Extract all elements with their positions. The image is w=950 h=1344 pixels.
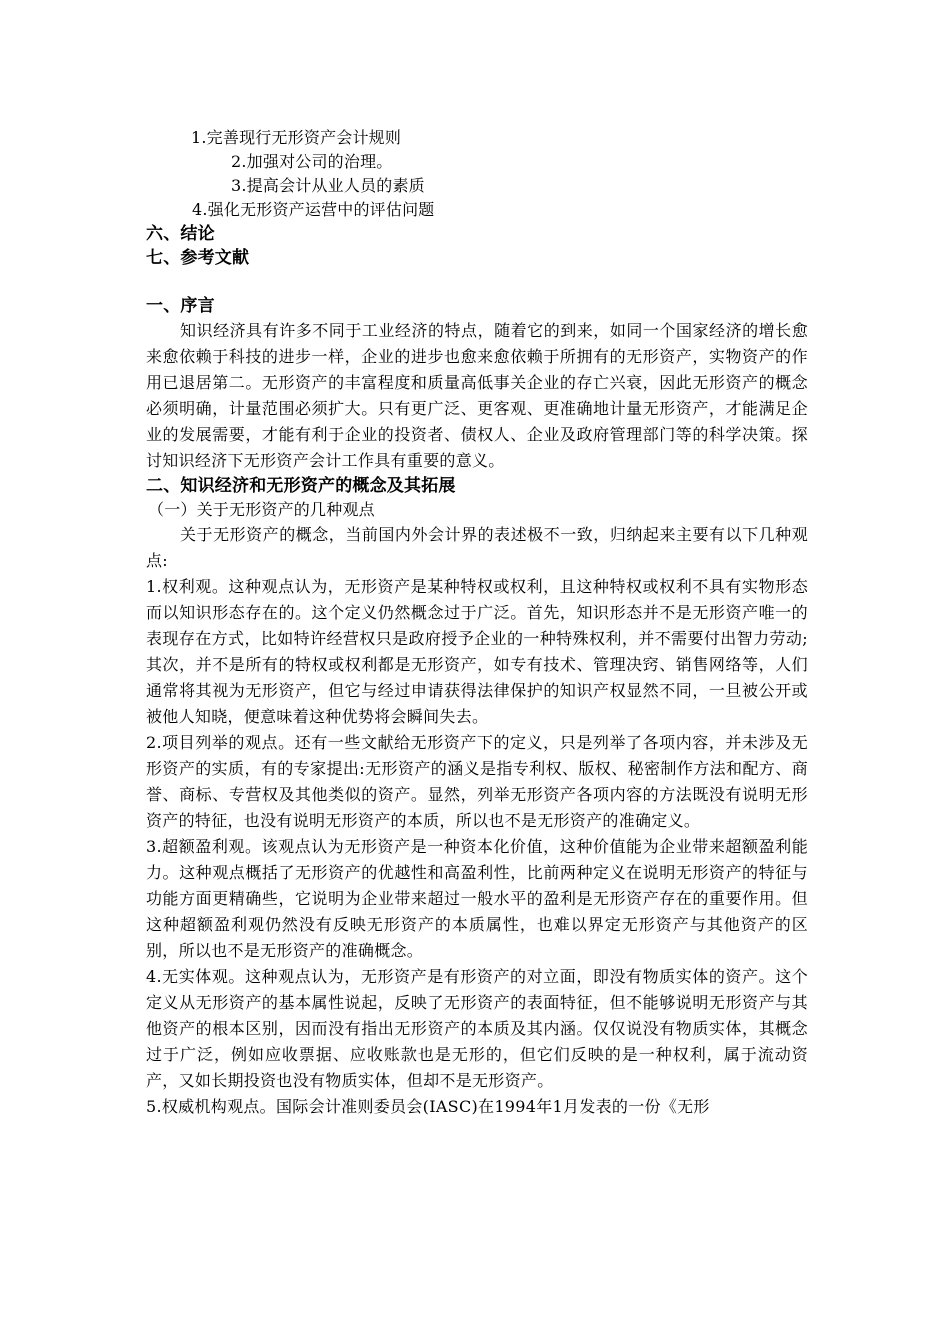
toc-item-2: 2.加强对公司的治理。	[231, 152, 393, 171]
view-authority-paragraph: 5.权威机构观点。国际会计准则委员会(IASC)在1994年1月发表的一份《无形	[146, 1097, 710, 1116]
toc-item-1: 1.完善现行无形资产会计规则	[191, 128, 402, 147]
preface-paragraph: 知识经济具有许多不同于工业经济的特点，随着它的到来，如同一个国家经济的增长愈来愈依赖于科技的进步一样，企业的进步也愈来愈依赖于所拥有的无形资产，实物资产的作用已退居第二。无形资产的丰富程度和质量高低事关企业的存亡兴衰，因此无形资产的概念必须明确，计量范围必须扩大。只有更广泛、更客观、更准确地计量无形资产，才能满足企业的发展需要，才能有利于企业的投资者、债权人、企业及政府管理部门等的科学决策。探讨知识经济下无形资产会计工作具有重要的意义。	[146, 321, 808, 470]
view-rights-paragraph: 1.权利观。这种观点认为，无形资产是某种特权或权利，且这种特权或权利不具有实物形态而以知识形态存在的。这个定义仍然概念过于广泛。首先，知识形态并不是无形资产唯一的表现存在方式，比如特许经营权只是政府授予企业的一种特殊权利，并不需要付出智力劳动;其次，并不是所有的特权或权利都是无形资产，如专有技术、管理决窍、销售网络等，人们通常将其视为无形资产，但它与经过申请获得法律保护的知识产权显然不同，一旦被公开或被他人知晓，便意味着这种优势将会瞬间失去。	[146, 577, 808, 726]
document-body	[146, 126, 808, 1120]
toc-section-conclusion: 六、结论	[146, 224, 215, 244]
toc-item-4: 4.强化无形资产运营中的评估问题	[192, 200, 435, 219]
toc-section-references: 七、参考文献	[146, 248, 250, 268]
section-heading-preface: 一、序言	[146, 296, 215, 316]
subsection-heading-views: （一）关于无形资产的几种观点	[148, 500, 375, 519]
section-heading-concepts: 二、知识经济和无形资产的概念及其拓展	[146, 476, 456, 496]
view-no-entity-paragraph: 4.无实体观。这种观点认为，无形资产是有形资产的对立面，即没有物质实体的资产。这个定义从无形资产的基本属性说起，反映了无形资产的表面特征，但不能够说明无形资产与其他资产的根本区别，因而没有指出无形资产的本质及其内涵。仅仅说没有物质实体，其概念过于广泛，例如应收票据、应收账款也是无形的，但它们反映的是一种权利，属于流动资产，又如长期投资也没有物质实体，但却不是无形资产。	[146, 967, 808, 1090]
views-intro-paragraph: 关于无形资产的概念，当前国内外会计界的表述极不一致，归纳起来主要有以下几种观点:	[146, 525, 808, 570]
view-enumeration-paragraph: 2.项目列举的观点。还有一些文献给无形资产下的定义，只是列举了各项内容，并未涉及无形资产的实质，有的专家提出:无形资产的涵义是指专利权、版权、秘密制作方法和配方、商誉、商标、专营权及其他类似的资产。显然，列举无形资产各项内容的方法既没有说明无形资产的特征，也没有说明无形资产的本质，所以也不是无形资产的准确定义。	[146, 733, 808, 830]
spacer	[146, 270, 808, 294]
toc-item-3: 3.提高会计从业人员的素质	[231, 176, 425, 195]
view-excess-profit-paragraph: 3.超额盈利观。该观点认为无形资产是一种资本化价值，这种价值能为企业带来超额盈利能力。这种观点概括了无形资产的优越性和高盈利性，比前两种定义在说明无形资产的特征与功能方面更精确些，它说明为企业带来超过一般水平的盈利是无形资产存在的重要作用。但这种超额盈利观仍然没有反映无形资产的本质属性，也难以界定无形资产与其他资产的区别，所以也不是无形资产的准确概念。	[146, 837, 808, 960]
